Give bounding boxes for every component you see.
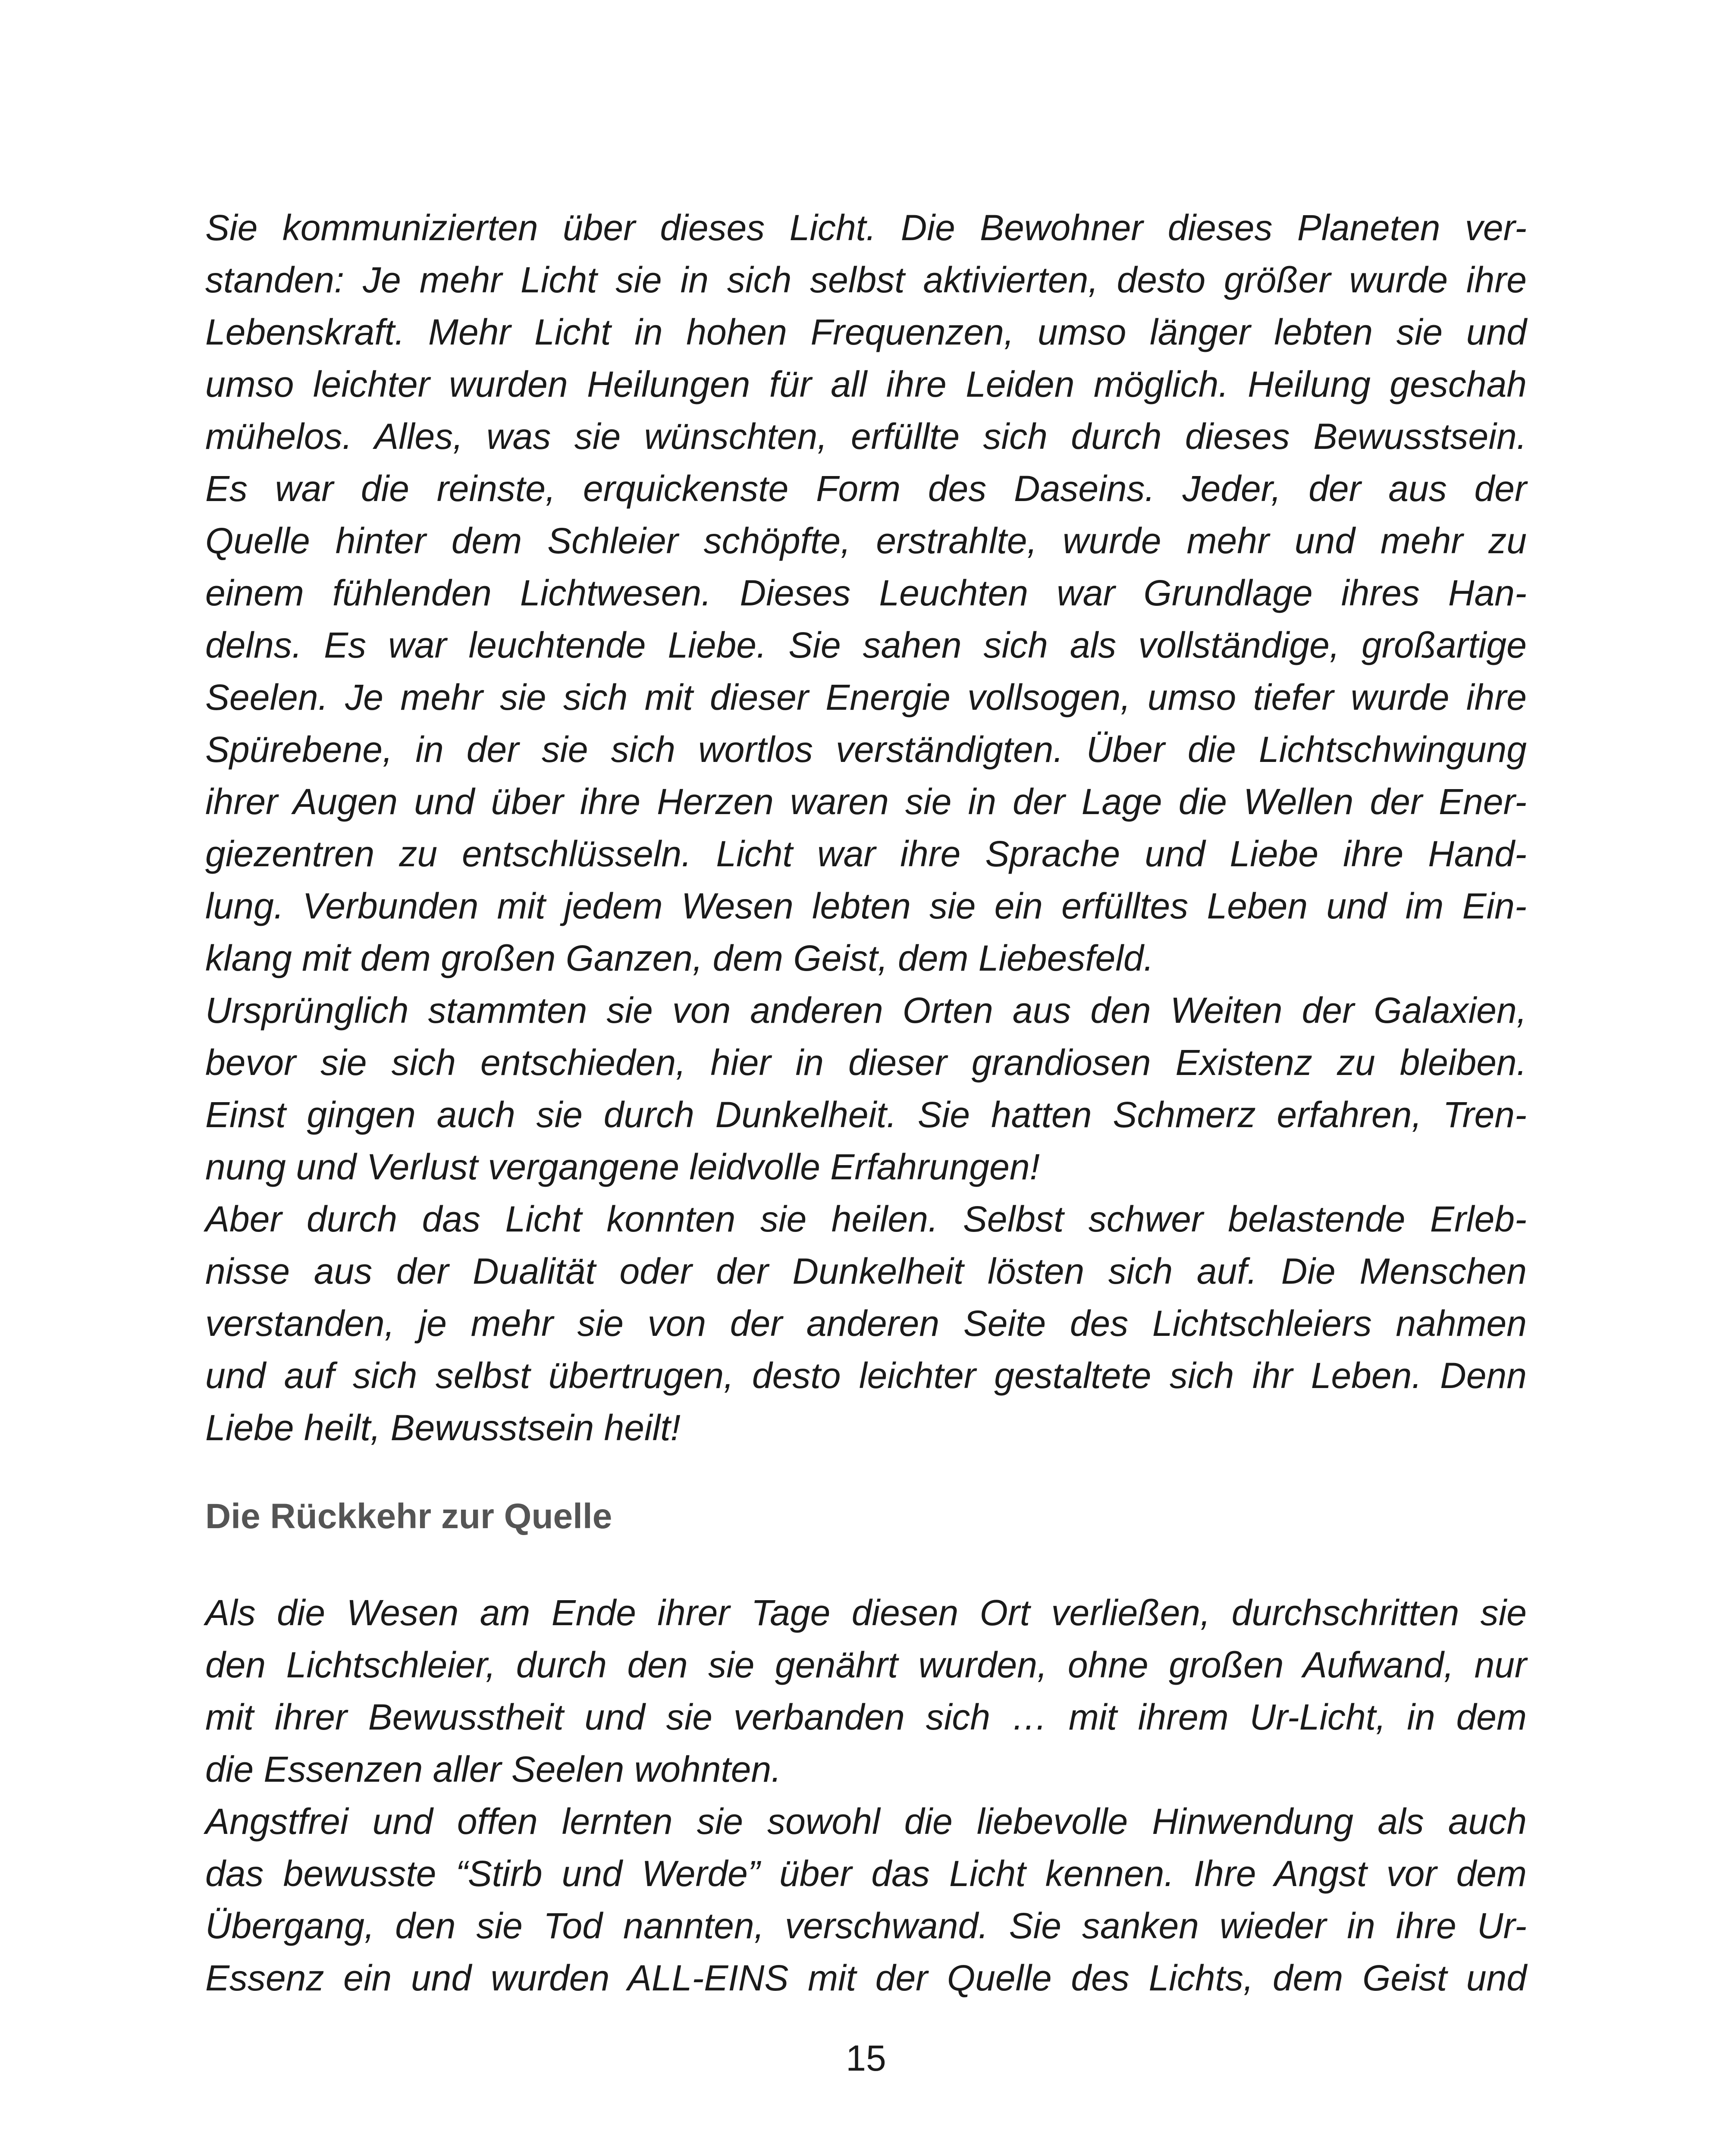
text-line: Essenz ein und wurden ALL-EINS mit der Quelle des Lichts, dem Geist und: [205, 1958, 1527, 1998]
text-line: Aber durch das Licht konnten sie heilen. Selbst schwer belastende Erleb-: [205, 1199, 1527, 1239]
text-line: Angstfrei und offen lernten sie sowohl die liebevolle Hinwendung als auch: [205, 1801, 1527, 1842]
text-line: Es war die reinste, erquickenste Form des Daseins. Jeder, der aus der: [205, 468, 1527, 509]
text-line: Seelen. Je mehr sie sich mit dieser Energie vollsogen, umso tiefer wurde ihre: [205, 677, 1527, 718]
section-heading: Die Rückkehr zur Quelle: [205, 1497, 612, 1536]
text-line: nung und Verlust vergangene leidvolle Erfahrungen!: [205, 1147, 1040, 1187]
text-line: Als die Wesen am Ende ihrer Tage diesen Ort verließen, durchschritten sie: [205, 1592, 1527, 1633]
text-line: das bewusste “Stirb und Werde” über das Licht kennen. Ihre Angst vor dem: [205, 1853, 1527, 1894]
text-line: umso leichter wurden Heilungen für all ihre Leiden möglich. Heilung geschah: [205, 364, 1527, 404]
text-line: Lebenskraft. Mehr Licht in hohen Frequenzen, umso länger lebten sie und: [205, 312, 1527, 352]
text-line: Einst gingen auch sie durch Dunkelheit. Sie hatten Schmerz erfahren, Tren-: [205, 1094, 1527, 1135]
text-line: nisse aus der Dualität oder der Dunkelheit lösten sich auf. Die Menschen: [205, 1251, 1527, 1291]
text-line: lung. Verbunden mit jedem Wesen lebten sie ein erfülltes Leben und im Ein-: [205, 886, 1527, 926]
text-line: Sie kommunizierten über dieses Licht. Die Bewohner dieses Planeten ver-: [205, 207, 1527, 248]
text-line: mühelos. Alles, was sie wünschten, erfüllte sich durch dieses Bewusstsein.: [205, 416, 1527, 457]
text-line: mit ihrer Bewusstheit und sie verbanden sich … mit ihrem Ur-Licht, in dem: [205, 1697, 1527, 1737]
text-line: und auf sich selbst übertrugen, desto leichter gestaltete sich ihr Leben. Denn: [205, 1355, 1527, 1396]
text-line: Übergang, den sie Tod nannten, verschwand. Sie sanken wieder in ihre Ur-: [205, 1905, 1527, 1946]
body-paragraphs-2: [205, 1587, 1527, 2004]
text-line: klang mit dem großen Ganzen, dem Geist, dem Liebesfeld.: [205, 938, 1154, 978]
text-line: ihrer Augen und über ihre Herzen waren sie in der Lage die Wellen der Ener-: [205, 781, 1527, 822]
text-line: Spürebene, in der sie sich wortlos verständigten. Über die Lichtschwingung: [205, 729, 1527, 770]
text-line: Ursprünglich stammten sie von anderen Orten aus den Weiten der Galaxien,: [205, 990, 1527, 1031]
text-line: bevor sie sich entschieden, hier in dieser grandiosen Existenz zu bleiben.: [205, 1042, 1527, 1083]
text-line: Quelle hinter dem Schleier schöpfte, erstrahlte, wurde mehr und mehr zu: [205, 520, 1527, 561]
text-line: verstanden, je mehr sie von der anderen Seite des Lichtschleiers nahmen: [205, 1303, 1527, 1344]
text-line: standen: Je mehr Licht sie in sich selbst aktivierten, desto größer wurde ihre: [205, 260, 1527, 300]
text-line: Liebe heilt, Bewusstsein heilt!: [205, 1407, 681, 1448]
text-line: giezentren zu entschlüsseln. Licht war ihre Sprache und Liebe ihre Hand-: [205, 834, 1527, 874]
body-paragraphs-1: [205, 202, 1527, 1454]
text-line: delns. Es war leuchtende Liebe. Sie sahen sich als vollständige, großartige: [205, 625, 1527, 665]
text-line: den Lichtschleier, durch den sie genährt wurden, ohne großen Aufwand, nur: [205, 1645, 1527, 1685]
page-number: 15: [846, 2038, 886, 2078]
text-line: einem fühlenden Lichtwesen. Dieses Leuchten war Grundlage ihres Han-: [205, 573, 1527, 613]
text-line: die Essenzen aller Seelen wohnten.: [205, 1749, 781, 1789]
